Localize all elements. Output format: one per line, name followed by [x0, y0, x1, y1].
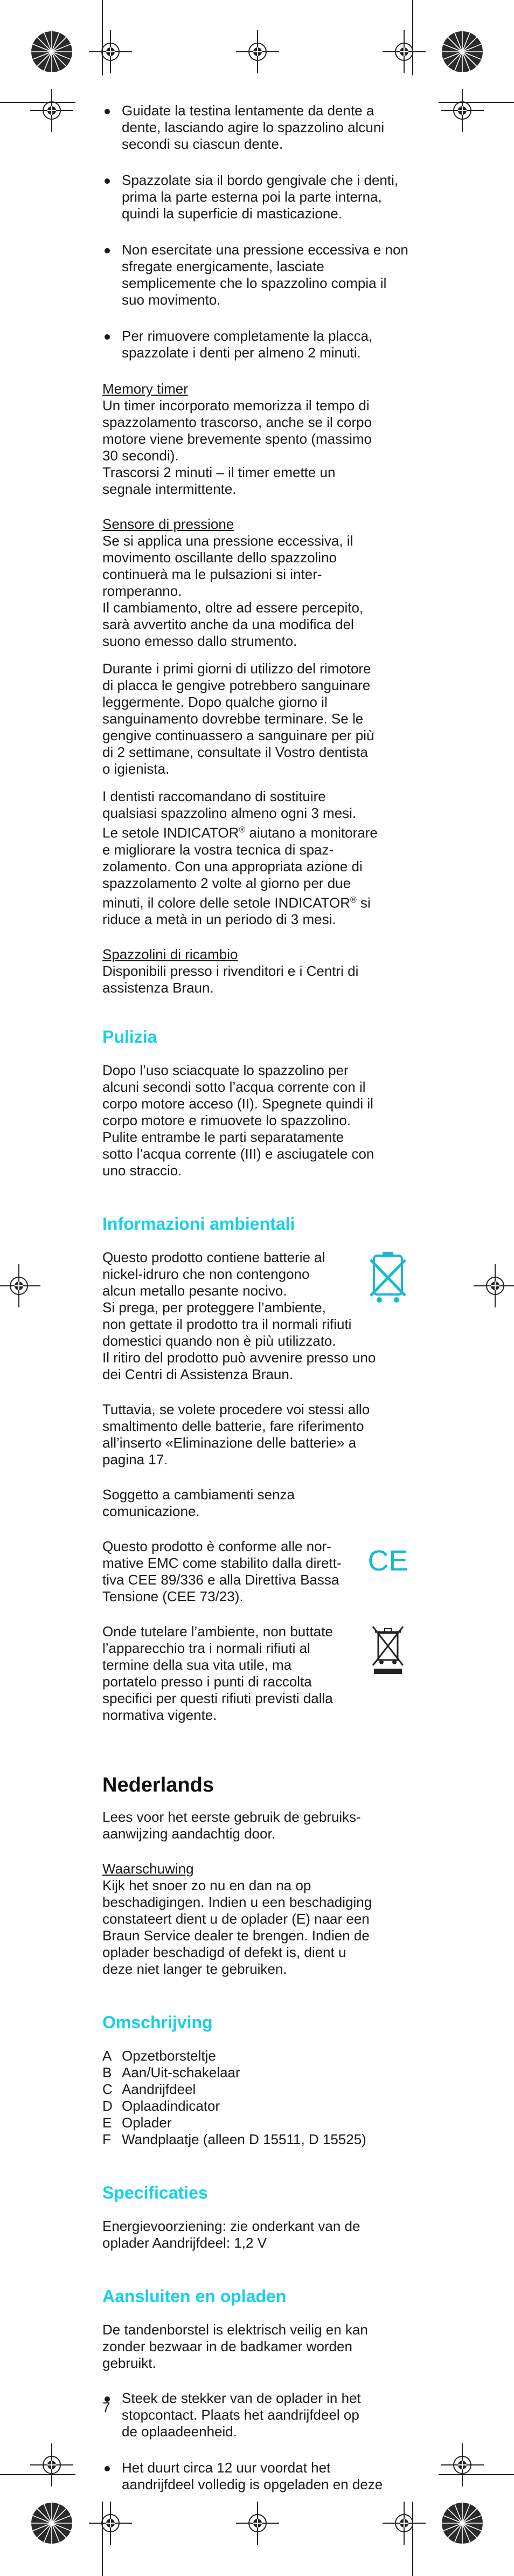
text-line: continuerà ma le pulsazioni si inter- [102, 566, 322, 582]
description-section [102, 2012, 413, 2148]
text-line: spazzolamento 2 volte al giorno per due [102, 874, 351, 891]
charging-section [102, 2286, 413, 2493]
text-line: assistenza Braun. [102, 980, 214, 996]
list-item: F Wandplaatje (alleen D 15511, D 15525) [102, 2131, 366, 2148]
text-line: Tuttavia, se volete procedere voi stessi allo [102, 1401, 370, 1418]
text-line: comunicazione. [102, 1503, 200, 1520]
section-title-specificaties: Specificaties [102, 2183, 208, 2203]
text-line: aanwijzing aandachtig door. [102, 1826, 275, 1842]
text-line: beschadigingen. Indien u een beschadiging [102, 1894, 372, 1911]
text-line: Braun Service dealer te brengen. Indien de [102, 1927, 370, 1944]
text-line: romperanno. [102, 583, 182, 599]
replacement-heading: Spazzolini di ricambio [102, 946, 238, 963]
text-line: tiva CEE 89/336 e alla Direttiva Bassa [102, 1572, 339, 1588]
text-line: Soggetto a cambiamenti senza [102, 1486, 295, 1503]
text-line: specifici per questi rifiuti previsti dalla [102, 1690, 333, 1707]
list-item: Steek de stekker van de oplader in het stopcontact. Plaats het aandrijfdeel op de oplaadeenheid. [102, 2390, 413, 2440]
text-line: 30 secondi). [102, 447, 179, 464]
text-line: I dentisti raccomandano di sostituire [102, 788, 326, 804]
battery-recycling-icon [366, 1250, 409, 1304]
text-line: domestici quando non è più utilizzato. [102, 1333, 336, 1349]
text-line: alcuni secondi sotto l’acqua corrente con il [102, 1079, 366, 1096]
text-line: suono emesso dallo strumento. [102, 633, 297, 649]
list-item: D Oplaadindicator [102, 2098, 220, 2114]
text-line: termine della sua vita utile, ma [102, 1657, 292, 1673]
section-title-aansluiten: Aansluiten en opladen [102, 2286, 287, 2306]
page-number: 7 [102, 2399, 110, 2415]
list-item: Spazzolate sia il bordo gengivale che i denti, prima la parte esterna poi la parte interna, quindi la superficie di masticazione. [102, 172, 413, 222]
warning-heading: Waarschuwing [102, 1861, 194, 1877]
brushing-tips-list [102, 102, 413, 361]
text-line: di placca le gengive potrebbero sanguinare [102, 677, 371, 693]
text-line: corpo motore acceso (II). Spegnete quindi il [102, 1096, 373, 1112]
page-content [102, 102, 413, 2512]
crossed-bin-icon [369, 1624, 407, 1676]
text-line: leggermente. Dopo qualche giorno il [102, 694, 328, 710]
text-line: non gettate il prodotto tra il normali rifiuti [102, 1316, 352, 1333]
text-line: l’apparecchio tra i normali rifiuti al [102, 1640, 310, 1657]
text-line: constateert dient u de oplader (E) naar een [102, 1911, 370, 1927]
list-item: E Oplader [102, 2114, 172, 2131]
section-title-ambientali: Informazioni ambientali [102, 1214, 295, 1234]
text-line: zonder bezwaar in de badkamer worden [102, 2338, 352, 2355]
text-line: Questo prodotto è conforme alle nor- [102, 1538, 331, 1555]
list-item: C Aandrijfdeel [102, 2081, 196, 2098]
subject-to-change-paragraph [102, 1486, 413, 1520]
text-line: movimento oscillante dello spazzolino [102, 549, 337, 566]
indicator-bristles-paragraph [102, 788, 413, 928]
text-line: corpo motore e rimuovete lo spazzolino. [102, 1112, 351, 1129]
text-line: Un timer incorporato memorizza il tempo di [102, 397, 370, 414]
text-line: Questo prodotto contiene batterie al [102, 1249, 325, 1266]
gum-bleeding-paragraph [102, 660, 413, 777]
text-line: Si prega, per proteggere l’ambiente, [102, 1299, 326, 1316]
text-line: pagina 17. [102, 1451, 168, 1468]
text-line: sotto l’acqua corrente (III) e asciugatele con [102, 1146, 374, 1162]
warning-section [102, 1861, 413, 1978]
battery-disposal-paragraph [102, 1401, 413, 1468]
ce-mark-icon [366, 1544, 409, 1578]
text-line: motore viene brevemente spento (massimo [102, 431, 372, 447]
intro-paragraph [102, 1809, 413, 1842]
text-line: di 2 settimane, consultate il Vostro dentista [102, 744, 368, 760]
text-line: Energievoorziening: zie onderkant van de [102, 2218, 360, 2235]
text-line: deze niet langer te gebruiken. [102, 1961, 287, 1978]
battery-paragraph [102, 1249, 413, 1383]
text-line: Pulite entrambe le parti separatamente [102, 1129, 344, 1146]
memory-timer-heading: Memory timer [102, 381, 188, 397]
text-line: Lees voor het eerste gebruik de gebruiks- [102, 1809, 361, 1826]
text-line: mative EMC come stabilito dalla dirett- [102, 1555, 342, 1572]
environment-section [102, 1214, 413, 1724]
charging-intro [102, 2322, 413, 2372]
text-line: Disponibili presso i rivenditori e i Centri di [102, 963, 359, 980]
text-line: all’inserto «Eliminazione delle batterie» a [102, 1435, 357, 1451]
text-line: Il cambiamento, oltre ad essere percepito, [102, 600, 364, 616]
text-line: gebruikt. [102, 2355, 156, 2372]
list-item: Guidate la testina lentamente da dente a dente, lasciando agire lo spazzolino alcuni secondi su ciascun dente. [102, 102, 413, 153]
text-line: Durante i primi giorni di utilizzo del rimotore [102, 660, 371, 677]
text-line: gengive continuassero a sanguinare per più [102, 727, 374, 743]
text-line: smaltimento delle batterie, fare riferimento [102, 1418, 364, 1435]
emc-paragraph [102, 1538, 413, 1605]
list-item: Non esercitate una pressione eccessiva e non sfregate energicamente, lasciate semplicemente che lo spazzolino compia il suo movimento. [102, 242, 413, 308]
text-line: sanguinamento dovrebbe terminare. Se le [102, 711, 364, 727]
text-line: Onde tutelare l’ambiente, non buttate [102, 1623, 333, 1640]
text-line: spazzolamento trascorso, anche se il corpo [102, 414, 372, 430]
language-title: Nederlands [102, 1774, 214, 1797]
text-line: dei Centri di Assistenza Braun. [102, 1366, 294, 1383]
specifications-section [102, 2182, 413, 2251]
pressure-sensor-section [102, 516, 413, 650]
text-line: De tandenborstel is elektrisch veilig en kan [102, 2322, 368, 2338]
text-line: qualsiasi spazzolino almeno ogni 3 mesi. [102, 805, 357, 821]
dutch-section [102, 1773, 413, 2493]
text-line: e migliorare la vostra tecnica di spaz- [102, 841, 334, 858]
text-line: Se si applica una pressione eccessiva, il [102, 533, 353, 549]
text-line: o igienista. [102, 761, 170, 777]
list-item: A Opzetborsteltje [102, 2048, 216, 2064]
text-line: zolamento. Con una appropriata azione di [102, 858, 363, 874]
text-line: minuti, il colore delle setole INDICATOR® si [102, 894, 371, 911]
replacement-brushes-section [102, 946, 413, 996]
section-title-pulizia: Pulizia [102, 1027, 157, 1047]
text-line: alcun metallo pesante nocivo. [102, 1283, 287, 1299]
section-title-omschrijving: Omschrijving [102, 2013, 213, 2033]
cleaning-section [102, 1027, 413, 1179]
text-line: Dopo l’uso sciacquate lo spazzolino per [102, 1062, 349, 1079]
text-line: nickel-idruro che non contengono [102, 1266, 310, 1283]
text-line: Tensione (CEE 73/23). [102, 1588, 244, 1605]
text-line: Trascorsi 2 minuti – il timer emette un [102, 464, 336, 480]
charging-steps-list [102, 2390, 413, 2493]
svg-text:CE: CE [367, 1545, 408, 1578]
list-item: B Aan/Uit-schakelaar [102, 2064, 240, 2081]
text-line: Kijk het snoer zo nu en dan na op [102, 1877, 311, 1894]
text-line: riduce a metà in un periodo di 3 mesi. [102, 911, 336, 928]
list-item: Per rimuovere completamente la placca, spazzolate i denti per almeno 2 minuti. [102, 328, 413, 361]
memory-timer-section [102, 381, 413, 498]
text-line: oplader beschadigd of defekt is, dient u [102, 1944, 346, 1961]
text-line: Il ritiro del prodotto può avvenire presso uno [102, 1349, 376, 1366]
text-line: Le setole INDICATOR® aiutano a monitorare [102, 824, 378, 841]
text-line: portatelo presso i punti di raccolta [102, 1673, 312, 1690]
text-line: uno straccio. [102, 1162, 182, 1179]
text-line: oplader Aandrijfdeel: 1,2 V [102, 2235, 267, 2251]
text-line: sarà avvertito anche da una modifica del [102, 616, 354, 632]
list-item: Het duurt circa 12 uur voordat het aandrijfdeel volledig is opgeladen en deze [102, 2460, 413, 2493]
parts-list [102, 2048, 413, 2148]
text-line: segnale intermittente. [102, 481, 237, 497]
pressure-sensor-heading: Sensore di pressione [102, 516, 234, 532]
text-line: normativa vigente. [102, 1707, 217, 1724]
weee-paragraph [102, 1623, 413, 1724]
